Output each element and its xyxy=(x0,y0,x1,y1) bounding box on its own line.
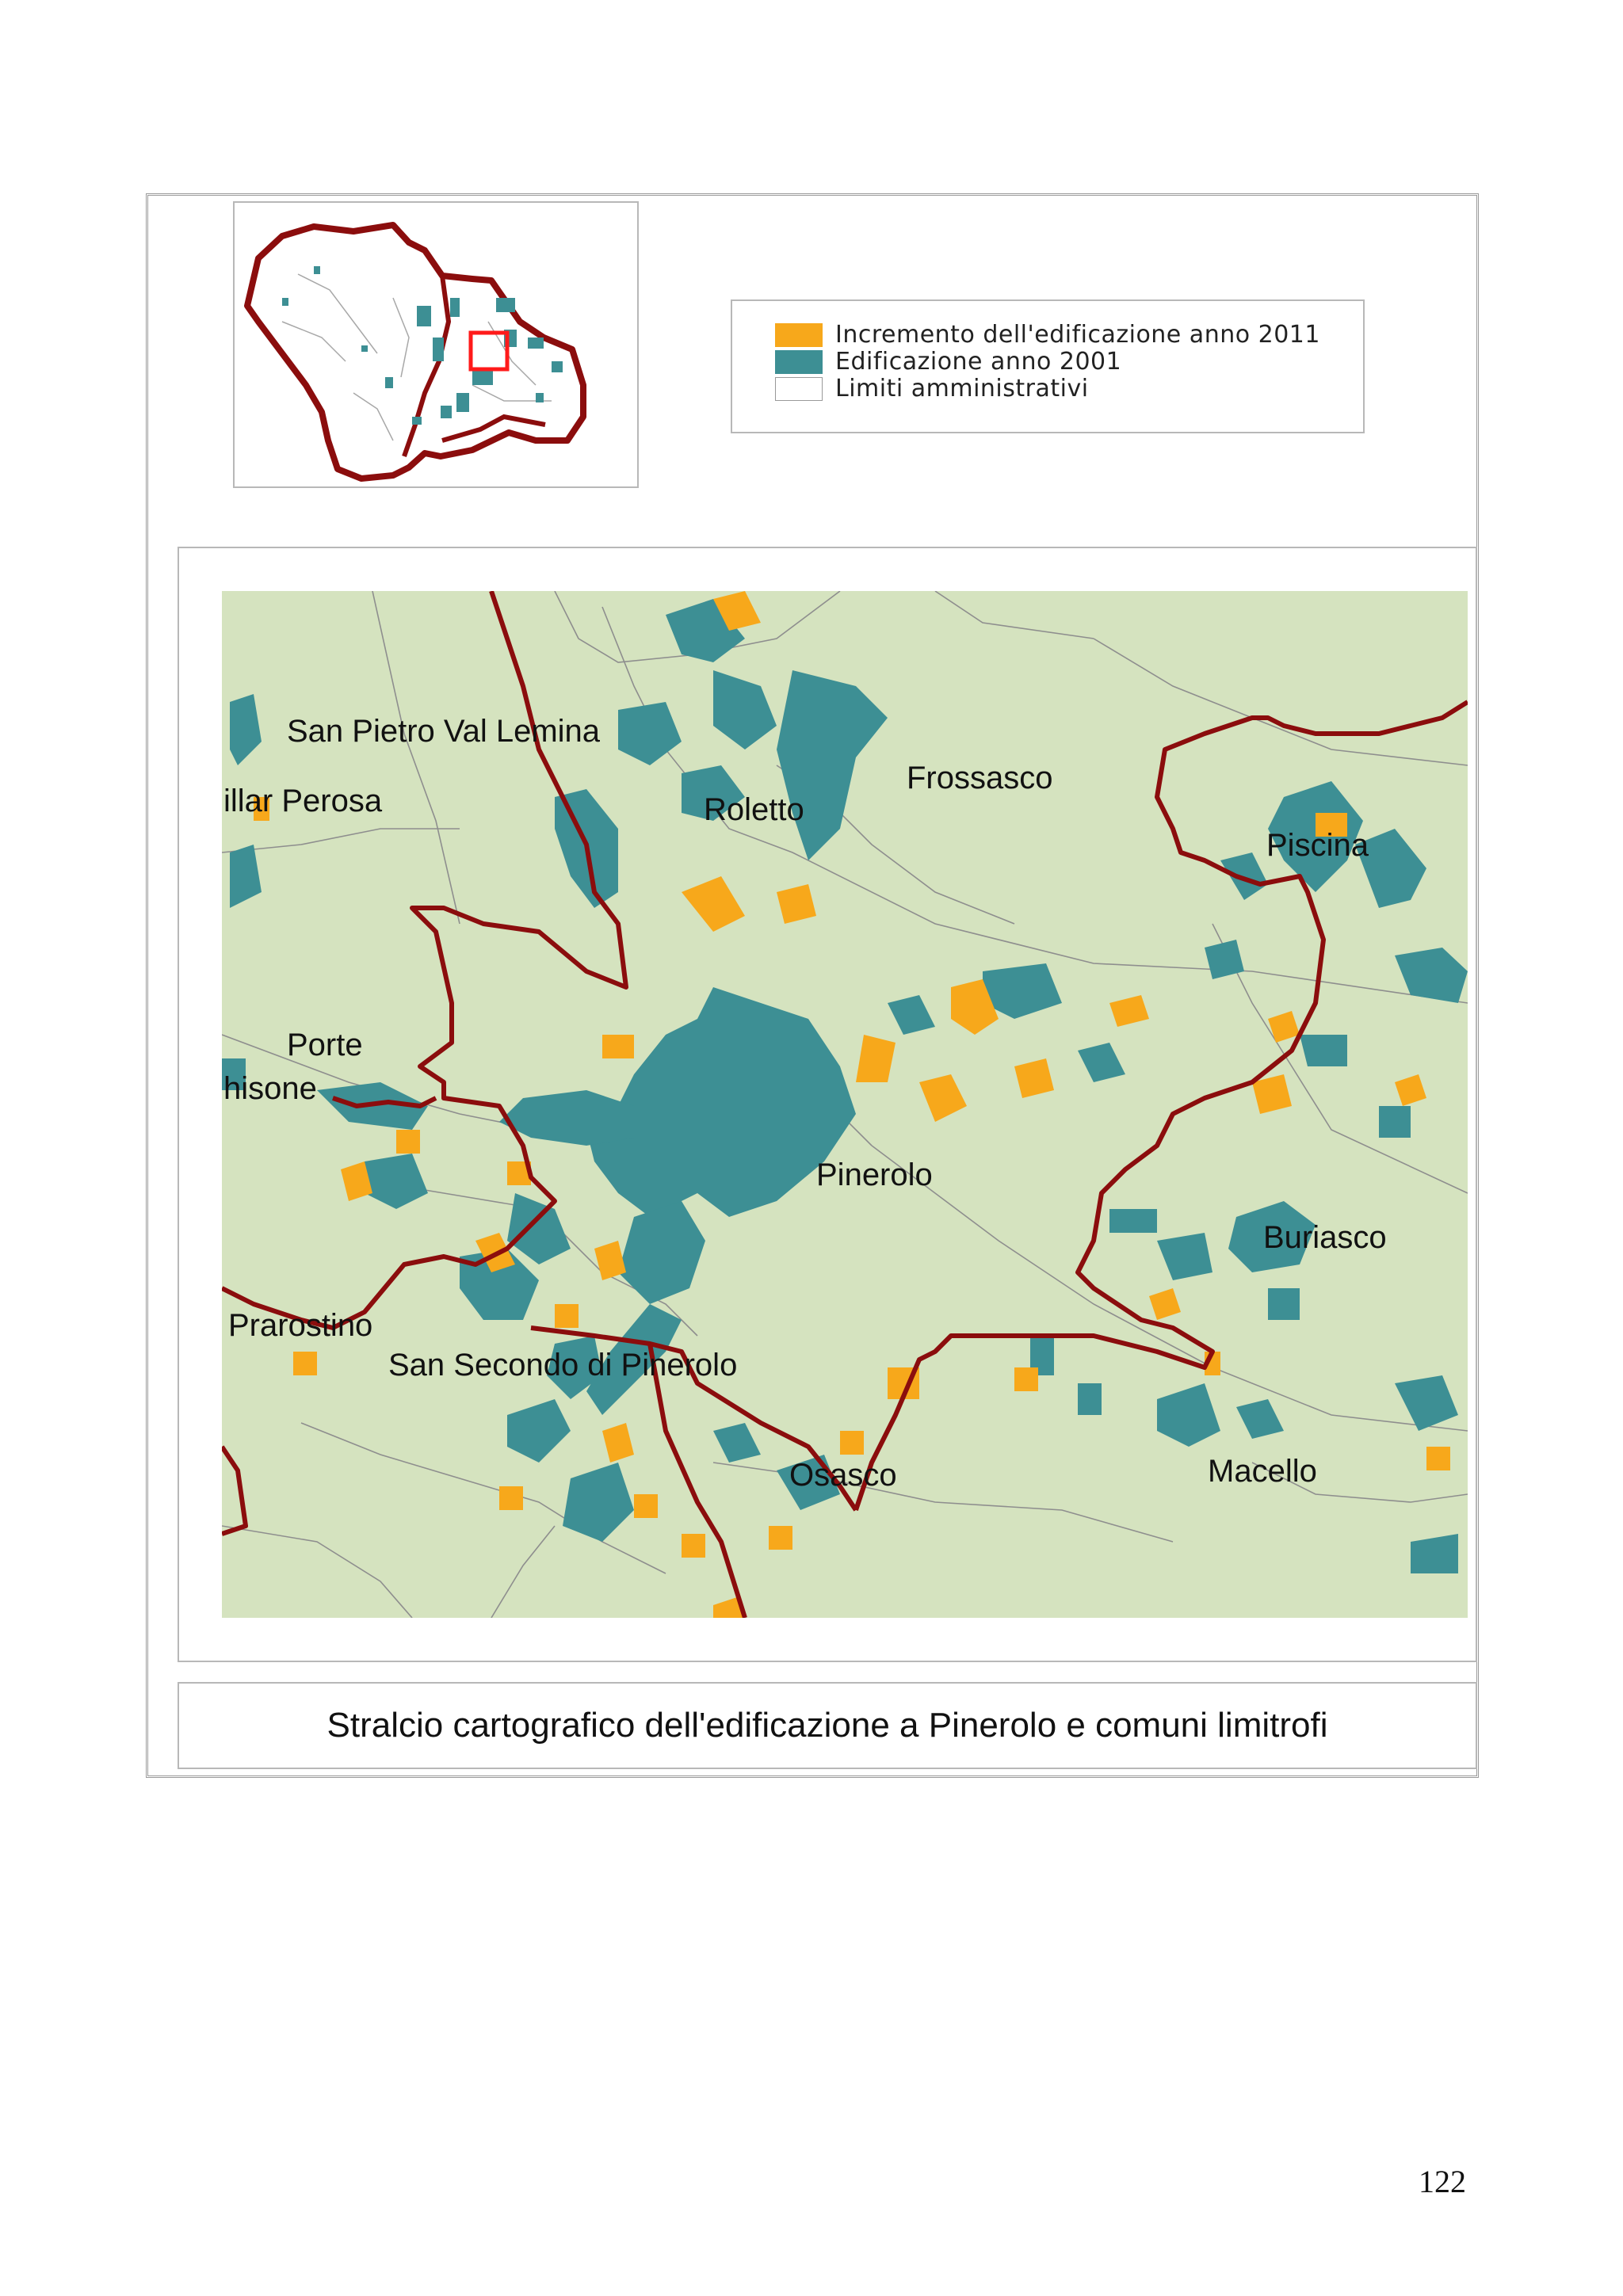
label-roletto: Roletto xyxy=(704,792,804,827)
label-osasco: Osasco xyxy=(789,1458,897,1493)
label-macello: Macello xyxy=(1208,1454,1317,1489)
legend-label-limits: Limiti amministrativi xyxy=(835,375,1089,402)
label-san-pietro-val-lemina: San Pietro Val Lemina xyxy=(287,714,601,749)
figure-caption: Stralcio cartografico dell'edificazione a Pinerolo e comuni limitrofi xyxy=(178,1682,1477,1769)
label-villar-perosa: illar Perosa xyxy=(223,784,383,818)
label-porte: Porte xyxy=(287,1028,363,1062)
label-san-secondo: San Secondo di Pinerolo xyxy=(388,1348,738,1383)
label-chisone: hisone xyxy=(223,1071,317,1106)
legend-item-limits xyxy=(775,377,823,401)
label-prarostino: Prarostino xyxy=(228,1308,373,1343)
legend-label-increment: Incremento dell'edificazione anno 2011 xyxy=(835,321,1320,349)
legend-swatch-orange xyxy=(775,323,823,347)
legend-label-2001: Edificazione anno 2001 xyxy=(835,348,1122,376)
legend-swatch-white xyxy=(775,377,823,401)
label-pinerolo: Pinerolo xyxy=(816,1158,933,1192)
legend-item-increment xyxy=(775,323,823,347)
label-frossasco: Frossasco xyxy=(907,761,1053,795)
label-piscina: Piscina xyxy=(1266,828,1369,863)
legend-swatch-teal xyxy=(775,350,823,374)
label-buriasco: Buriasco xyxy=(1263,1220,1387,1255)
map-legend xyxy=(731,299,1365,433)
page-number: 122 xyxy=(1419,2164,1466,2199)
overview-map-graphic xyxy=(235,203,637,486)
legend-item-2001 xyxy=(775,350,823,374)
overview-inset-map xyxy=(233,201,639,488)
main-map xyxy=(222,591,1468,1618)
